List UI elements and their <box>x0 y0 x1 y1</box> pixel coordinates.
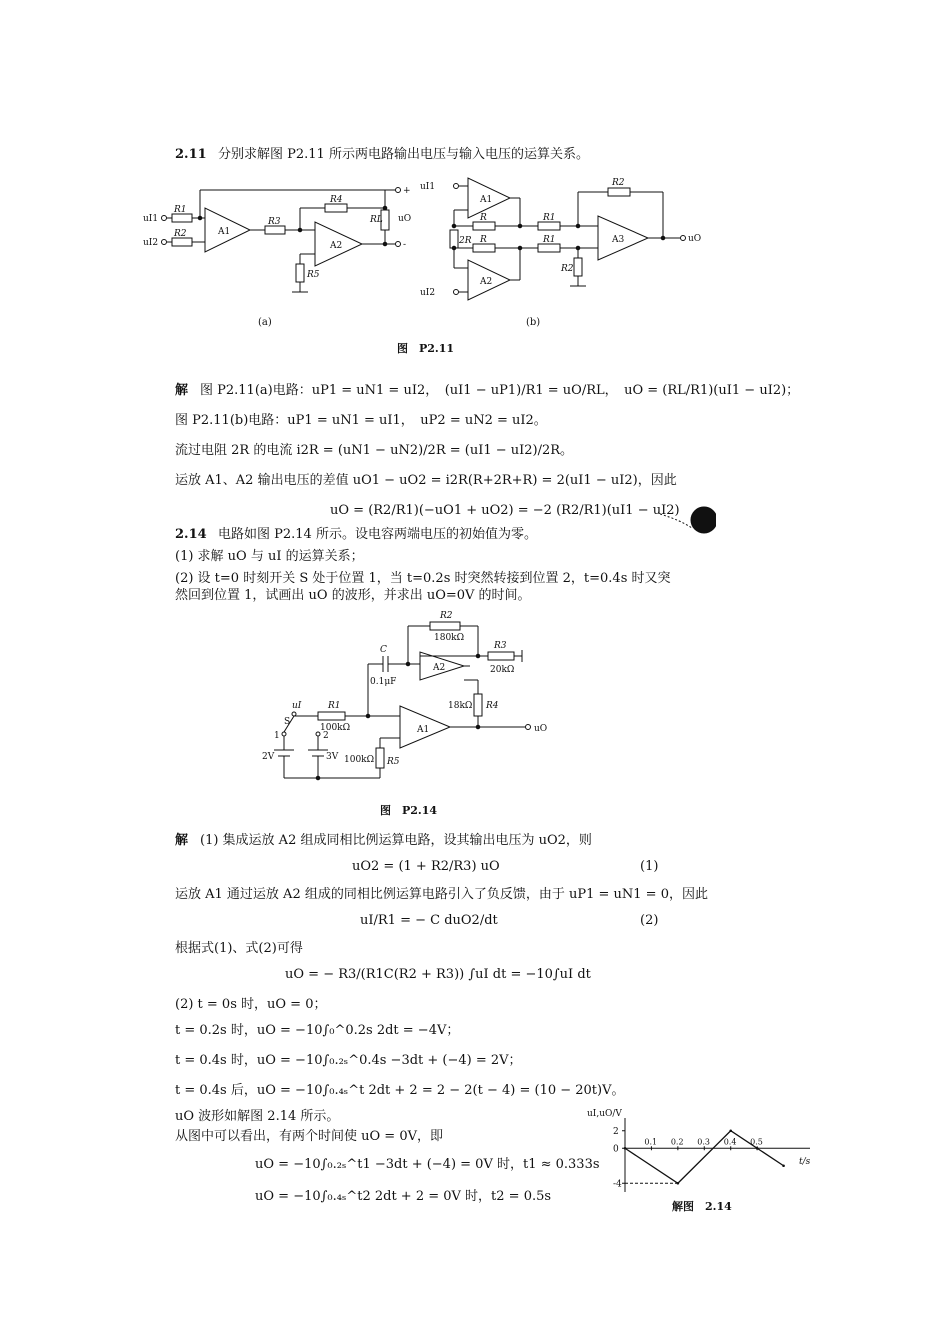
equation-2: uI/R1 = − C duO2/dt <box>360 913 498 928</box>
solution-2-11-line-4: 运放 A1、A2 输出电压的差值 uO1 − uO2 = i2R(R+2R+R) = 2(uI1 − uI2)，因此 <box>175 473 677 488</box>
label-A1: A1 <box>417 725 430 735</box>
label-S: S <box>284 717 291 727</box>
chart-point <box>624 1147 626 1149</box>
solution-lead: 解 <box>175 383 189 398</box>
label-A1: A1 <box>218 227 231 237</box>
solution-2-11-line-3: 流过电阻 2R 的电流 i2R = (uN1 − uN2)/2R = (uI1 − uI2)/2R。 <box>175 443 574 458</box>
label-plus: + <box>403 186 411 196</box>
label-pos-2: 2 <box>323 731 329 741</box>
solution-2-14-s6: t = 0.4s 时，uO = −10∫₀.₂ₛ^0.4s −3dt + (−4) = 2V； <box>175 1053 522 1068</box>
label-R-bottom: R <box>480 235 487 245</box>
chart-x-tick-label: 0.2 <box>670 1137 684 1147</box>
solution-2-11-line-5: uO = (R2/R1)(−uO1 + uO2) = −2 (R2/R1)(uI1 − uI2) <box>330 503 680 518</box>
label-uO: uO <box>398 214 412 224</box>
chart-x-tick-label: 0.5 <box>750 1137 763 1147</box>
label-R3: R3 <box>494 641 507 651</box>
label-R1-bottom: R1 <box>543 235 556 245</box>
label-R1-top: R1 <box>543 213 556 223</box>
label-R5: R5 <box>307 270 320 280</box>
solution-2-14-s5: t = 0.2s 时，uO = −10∫₀^0.2s 2dt = −4V； <box>175 1023 460 1038</box>
label-2R: 2R <box>459 236 472 246</box>
label-R2: R2 <box>174 229 187 239</box>
margin-mark <box>660 506 716 536</box>
label-C: C <box>380 645 387 655</box>
equation-3: uO = − R3/(R1C(R2 + R3)) ∫uI dt = −10∫uI dt <box>285 967 591 982</box>
chart-y-tick-label: 0 <box>613 1144 619 1155</box>
chart-x-tick-label: 0.1 <box>644 1137 658 1147</box>
problem-2-11-text: 分别求解图 P2.11 所示两电路输出电压与输入电压的运算关系。 <box>218 147 589 162</box>
label-R4: R4 <box>330 195 343 205</box>
label-R2-feedback: R2 <box>612 178 625 188</box>
label-100k-R1: 100kΩ <box>320 723 351 733</box>
circuit-p2-11-b <box>418 172 718 302</box>
problem-2-14-number: 2.14 <box>175 527 207 542</box>
solution-2-14-s2: 运放 A1 通过运放 A2 组成的同相比例运算电路引入了负反馈，由于 uP1 = uN1 = 0，因此 <box>175 887 708 902</box>
label-minus: - <box>403 240 407 250</box>
label-A3-b: A3 <box>612 235 625 245</box>
chart-y-tick-label: 2 <box>613 1126 619 1137</box>
label-0-1uF: 0.1μF <box>370 677 397 687</box>
chart-point <box>756 1147 758 1149</box>
label-uI2: uI2 <box>143 238 159 248</box>
label-A2: A2 <box>433 663 446 673</box>
label-3V: 3V <box>326 752 339 762</box>
label-2V: 2V <box>262 752 275 762</box>
chart-y-tick-label: -4 <box>613 1179 622 1190</box>
solution-2-14-s1: (1) 集成运放 A2 组成同相比例运算电路，设其输出电压为 uO2，则 <box>200 833 592 848</box>
label-R3: R3 <box>268 217 281 227</box>
solution-2-11-line-2: 图 P2.11(b)电路：uP1 = uN1 = uI1， uP2 = uN2 = uI2。 <box>175 413 547 428</box>
label-A2-b: A2 <box>480 277 493 287</box>
label-R4: R4 <box>486 701 499 711</box>
label-100k-R5: 100kΩ <box>344 755 375 765</box>
problem-2-14-q2b: 然回到位置 1，试画出 uO 的波形，并求出 uO=0V 的时间。 <box>175 588 531 603</box>
chart-x-tick-label: 0.4 <box>723 1137 737 1147</box>
label-uI1-b: uI1 <box>420 182 436 192</box>
label-uI: uI <box>292 701 302 711</box>
label-A1-b: A1 <box>480 195 493 205</box>
solution-2-14-s11: uO = −10∫₀.₄ₛ^t2 2dt + 2 = 0V 时，t2 = 0.5s <box>255 1189 552 1204</box>
label-uO: uO <box>534 724 548 734</box>
equation-1: uO2 = (1 + R2/R3) uO <box>352 859 500 874</box>
label-R1: R1 <box>174 205 187 215</box>
subcaption-a: (a) <box>258 317 272 328</box>
label-uI2-b: uI2 <box>420 288 436 298</box>
label-20k: 20kΩ <box>490 665 515 675</box>
label-pos-1: 1 <box>274 731 280 741</box>
waveform-chart <box>585 1104 825 1204</box>
label-R1: R1 <box>328 701 341 711</box>
problem-2-11-number: 2.11 <box>175 147 207 162</box>
label-uI1: uI1 <box>143 214 159 224</box>
label-uO-b: uO <box>688 234 702 244</box>
solution-2-14-lead: 解 <box>175 833 189 848</box>
problem-2-14-text: 电路如图 P2.14 所示。设电容两端电压的初始值为零。 <box>218 527 537 542</box>
solution-2-11-line-1: 图 P2.11(a)电路：uP1 = uN1 = uI2， (uI1 − uP1)/R1 = uO/RL， uO = (RL/R1)(uI1 − uI2)； <box>200 383 800 398</box>
circuit-p2-14 <box>250 608 560 788</box>
label-A2: A2 <box>330 241 343 251</box>
solution-2-14-s3: 根据式(1)、式(2)可得 <box>175 941 303 956</box>
chart-ylabel: uI,uO/V <box>587 1109 622 1119</box>
figure-caption-p2-14: 图 P2.14 <box>380 804 438 817</box>
chart-point <box>783 1165 785 1167</box>
problem-2-14-q1: (1) 求解 uO 与 uI 的运算关系； <box>175 549 364 564</box>
subcaption-b: (b) <box>526 317 541 328</box>
problem-2-14-q2: (2) 设 t=0 时刻开关 S 处于位置 1，当 t=0.2s 时突然转接到位置 2，t=0.4s 时又突 <box>175 571 671 586</box>
label-RL: RL <box>370 215 383 225</box>
label-R5: R5 <box>387 757 400 767</box>
label-R-top: R <box>480 213 487 223</box>
chart-point <box>730 1130 732 1132</box>
solution-2-14-s4: (2) t = 0s 时，uO = 0； <box>175 997 327 1012</box>
chart-x-tick-label: 0.3 <box>697 1137 711 1147</box>
label-18k: 18kΩ <box>448 701 473 711</box>
label-R2: R2 <box>440 611 453 621</box>
figure-caption-p2-11: 图 P2.11 <box>397 342 455 355</box>
chart-point <box>677 1182 679 1184</box>
chart-xlabel: t/s <box>799 1157 811 1167</box>
solution-2-14-s10: uO = −10∫₀.₂ₛ^t1 −3dt + (−4) = 0V 时，t1 ≈ 0.333s <box>255 1157 600 1172</box>
label-180k: 180kΩ <box>434 633 465 643</box>
equation-2-number: (2) <box>640 913 659 928</box>
label-R2-ground: R2 <box>561 264 574 274</box>
solution-2-14-s7: t = 0.4s 后，uO = −10∫₀.₄ₛ^t 2dt + 2 = 2 − 2(t − 4) = (10 − 20t)V。 <box>175 1083 625 1098</box>
solution-2-14-s9: 从图中可以看出，有两个时间使 uO = 0V，即 <box>175 1129 443 1144</box>
chart-title: 解图 2.14 <box>672 1200 732 1213</box>
equation-1-number: (1) <box>640 859 659 874</box>
circuit-p2-11-a <box>140 172 420 302</box>
solution-2-14-s8: uO 波形如解图 2.14 所示。 <box>175 1109 340 1124</box>
